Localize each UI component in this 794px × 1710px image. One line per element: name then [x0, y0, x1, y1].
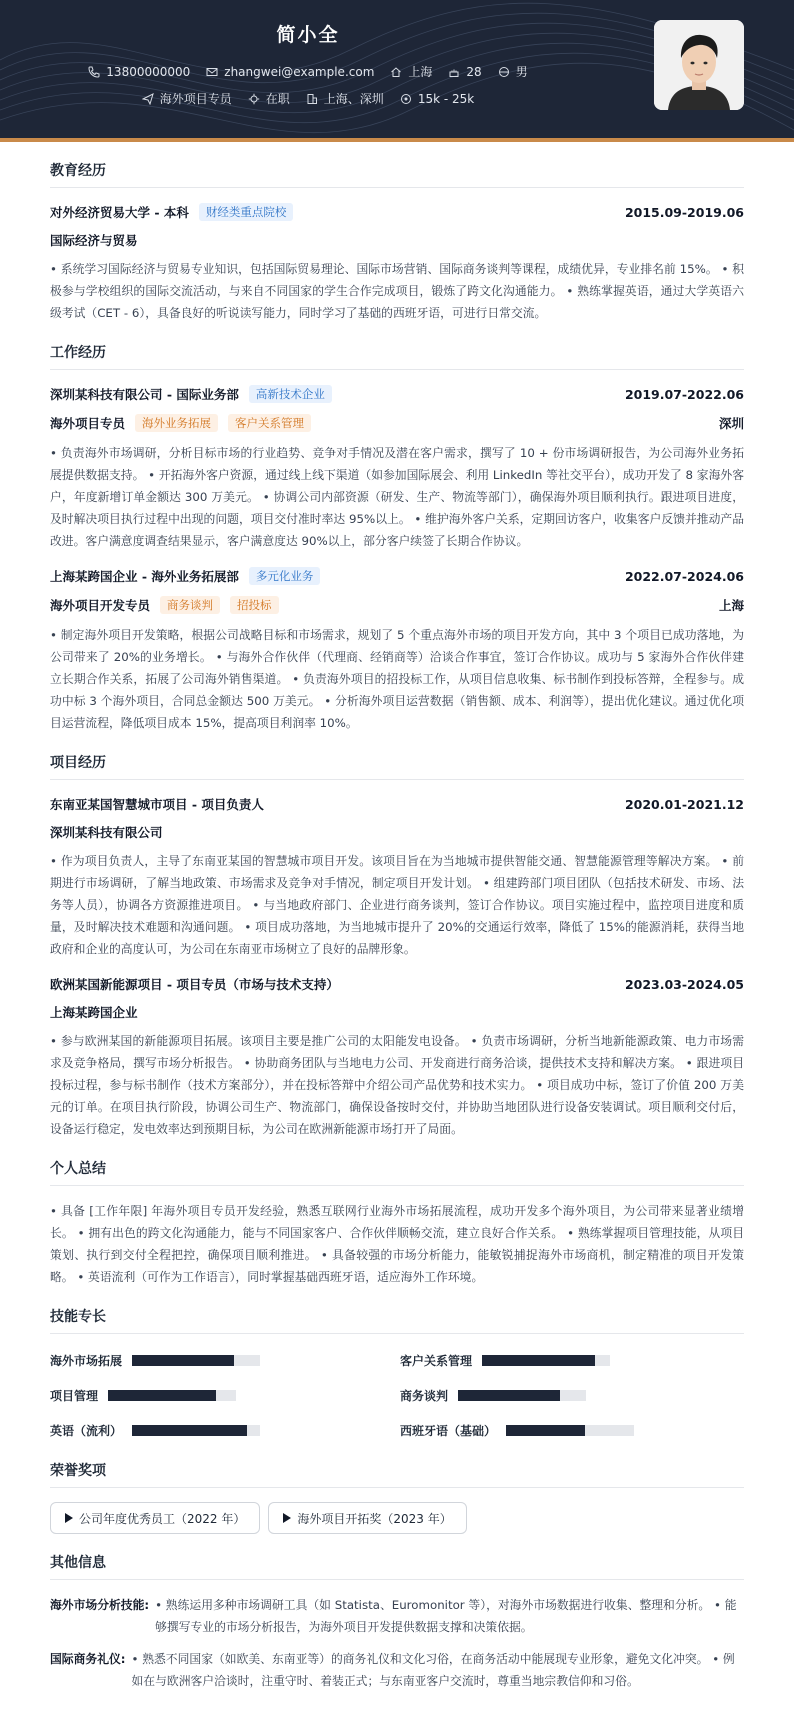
skill-bar-fill	[458, 1390, 560, 1401]
work-company: 上海某跨国企业 - 海外业务拓展部	[50, 569, 239, 584]
skill-bar-fill	[132, 1355, 234, 1366]
work-company-tag: 高新技术企业	[249, 385, 332, 403]
other-section	[50, 1552, 744, 1692]
skill-bar	[108, 1390, 236, 1401]
building-icon	[306, 93, 318, 105]
skills-title: 技能专长	[50, 1306, 744, 1334]
work-desc: • 制定海外项目开发策略，根据公司战略目标和市场需求，规划了 5 个重点海外市场的项目开发方向，其中 3 个项目已成功落地，为公司带来了 20%的业务增长。 • 与海外合作伙伴（代理商、经销商等）洽谈合作事宜，签订合作协议。成功与 5 家海外合作伙伴建立长期合作关系，拓展了公司海外销售渠道。 • 负责海外项目的招投标工作，从项目信息收集、标书制作到投标答辩，全程参与。成功中标 3 个海外项目，合同总金额达 500 万美元。 • 分析海外项目运营数据（销售额、成本、利润等），提出优化建议。通过优化项目运营流程，降低项目成本 15%，提高项目利润率 10%。	[50, 628, 744, 730]
other-label: 海外市场分析技能:	[50, 1598, 150, 1612]
awards-title: 荣誉奖项	[50, 1460, 744, 1488]
skill-bar-fill	[108, 1390, 216, 1401]
skill-bar	[458, 1390, 586, 1401]
work-role-tag: 招投标	[230, 596, 279, 614]
work-role-tag: 商务谈判	[160, 596, 220, 614]
skill-item	[400, 1383, 744, 1407]
skill-name: 英语（流利）	[50, 1423, 123, 1438]
work-role: 海外项目开发专员	[50, 598, 151, 613]
skill-item	[50, 1348, 400, 1372]
skill-bar	[482, 1355, 610, 1366]
skills-section	[50, 1306, 744, 1442]
skill-bar-fill	[132, 1425, 247, 1436]
skill-bar	[132, 1425, 260, 1436]
work-company-row	[50, 384, 744, 404]
resume-content	[50, 160, 744, 1710]
job-intent-row	[0, 90, 616, 107]
skill-bar	[506, 1425, 634, 1436]
education-desc: • 系统学习国际经济与贸易专业知识，包括国际贸易理论、国际市场营销、国际商务谈判等课程，成绩优异，专业排名前 15%。 • 积极参与学校组织的国际交流活动，与来自不同国家的学生合作完成项目，锻炼了跨文化沟通能力。 • 熟练掌握英语，通过大学英语六级考试（CET - 6），具备良好的听说读写能力，同时学习了基础的西班牙语，可进行日常交流。	[50, 262, 744, 320]
work-desc: • 负责海外市场调研，分析目标市场的行业趋势、竞争对手情况及潜在客户需求，撰写了 10 + 份市场调研报告，为公司海外业务拓展提供数据支持。 • 开拓海外客户资源，通过线上线下渠道（如参加国际展会、利用 LinkedIn 等社交平台），成功开发了 8 家海外客户，年度新增订单金额达 300 万美元。 • 协调公司内部资源（研发、生产、物流等部门），确保海外项目顺利执行。跟进项目进度，及时解决项目执行过程中出现的问题，项目交付准时率达 95%以上。 • 维护海外客户关系，定期回访客户，收集客户反馈并推动产品改进。客户满意度调查结果显示，客户满意度达 90%以上，部分客户续签了长期合作协议。	[50, 446, 744, 548]
email-text: zhangwei@example.com	[224, 64, 375, 79]
work-company-row	[50, 566, 744, 586]
mail-icon	[206, 66, 218, 78]
home-icon	[390, 66, 402, 78]
skill-name: 西班牙语（基础）	[400, 1423, 497, 1438]
project-name: 欧洲某国新能源项目 - 项目专员（市场与技术支持）	[50, 977, 339, 992]
work-company: 深圳某科技有限公司 - 国际业务部	[50, 387, 239, 402]
position-text: 海外项目专员	[159, 92, 232, 106]
work-date: 2022.07-2024.06	[624, 568, 744, 584]
skill-item	[50, 1383, 400, 1407]
project-header	[50, 794, 744, 814]
work-role-row	[50, 595, 744, 615]
skill-item	[400, 1348, 744, 1372]
phone-text: 13800000000	[106, 64, 191, 79]
other-item	[50, 1648, 744, 1692]
work-city: 深圳	[718, 416, 744, 431]
other-text: • 熟练运用多种市场调研工具（如 Statista、Euromonitor 等），对海外市场数据进行收集、整理和分析。 • 能够撰写专业的市场分析报告，为海外项目开发提供数据支撑和决策依据。	[155, 1598, 737, 1634]
work-role: 海外项目专员	[50, 416, 126, 431]
work-company-tag: 多元化业务	[249, 567, 321, 585]
projects-title: 项目经历	[50, 752, 744, 780]
status-item	[248, 90, 290, 107]
summary-desc: • 具备 [工作年限] 年海外项目专员开发经验，熟悉互联网行业海外市场拓展流程，成功开发多个海外项目，为公司带来显著业绩增长。 • 拥有出色的跨文化沟通能力，能与不同国家客户、合作伙伴顺畅交流，建立良好合作关系。 • 熟练掌握项目管理技能，从项目策划、执行到交付全程把控，确保项目顺利推进。 • 具备较强的市场分析能力，能敏锐捕捉海外市场商机，制定精准的项目开发策略。 • 英语流利（可作为工作语言），同时掌握基础西班牙语，适应海外工作环境。	[50, 1204, 744, 1284]
work-role-tag: 客户关系管理	[228, 414, 311, 432]
work-item	[50, 384, 744, 552]
position-item	[142, 90, 232, 107]
play-icon	[65, 1513, 73, 1523]
project-item	[50, 794, 744, 960]
other-text: • 熟悉不同国家（如欧美、东南亚等）的商务礼仪和文化习俗，在商务活动中能展现专业形象，避免文化冲突。 • 例如在与欧洲客户洽谈时，注重守时、着装正式；与东南亚客户交流时，尊重当地宗教信仰和习俗。	[131, 1652, 735, 1688]
phone-item	[88, 63, 190, 80]
other-item	[50, 1594, 744, 1638]
age-text: 28	[466, 64, 482, 79]
status-icon	[248, 93, 260, 105]
education-section	[50, 160, 744, 324]
skill-name: 客户关系管理	[400, 1353, 473, 1368]
resume-header	[0, 0, 794, 142]
salary-item	[400, 90, 474, 107]
work-date: 2019.07-2022.06	[624, 386, 744, 402]
work-city: 上海	[718, 598, 744, 613]
award-text: 海外项目开拓奖（2023 年）	[297, 1511, 452, 1526]
candidate-name: 简小全	[276, 24, 340, 46]
cake-icon	[448, 66, 460, 78]
skill-bar-fill	[482, 1355, 595, 1366]
education-header	[50, 202, 744, 222]
major-name: 国际经济与贸易	[50, 233, 138, 248]
work-section	[50, 342, 744, 734]
project-date: 2020.01-2021.12	[624, 796, 744, 812]
skill-item	[50, 1418, 400, 1442]
work-title: 工作经历	[50, 342, 744, 370]
other-label: 国际商务礼仪:	[50, 1652, 126, 1666]
summary-section	[50, 1158, 744, 1288]
locations-item	[306, 90, 384, 107]
work-role-row	[50, 413, 744, 433]
school-tag: 财经类重点院校	[199, 203, 294, 221]
phone-icon	[88, 66, 100, 78]
city-item	[390, 63, 432, 80]
skill-name: 项目管理	[50, 1388, 99, 1403]
work-role-tag: 海外业务拓展	[135, 414, 218, 432]
project-name: 东南亚某国智慧城市项目 - 项目负责人	[50, 797, 264, 812]
skills-grid	[50, 1348, 744, 1442]
profile-photo	[654, 20, 744, 110]
school-name: 对外经济贸易大学 - 本科	[50, 205, 189, 220]
gender-item	[498, 63, 528, 80]
awards-section	[50, 1460, 744, 1534]
salary-text: 15k - 25k	[417, 91, 475, 106]
play-icon	[283, 1513, 291, 1523]
award-item	[50, 1502, 260, 1534]
contact-row	[0, 63, 616, 80]
education-date: 2015.09-2019.06	[624, 204, 744, 220]
project-company: 上海某跨国企业	[50, 1005, 138, 1020]
send-icon	[142, 93, 154, 105]
status-text: 在职	[265, 92, 290, 106]
other-title: 其他信息	[50, 1552, 744, 1580]
project-header	[50, 974, 744, 994]
age-item	[448, 63, 481, 80]
skill-bar-fill	[506, 1425, 585, 1436]
user-icon	[498, 66, 510, 78]
skill-name: 商务谈判	[400, 1388, 449, 1403]
coin-icon	[400, 93, 412, 105]
projects-section	[50, 752, 744, 1140]
avatar	[654, 20, 744, 110]
work-item	[50, 566, 744, 734]
city-text: 上海	[408, 65, 433, 79]
award-text: 公司年度优秀员工（2022 年）	[79, 1511, 246, 1526]
skill-item	[400, 1418, 744, 1442]
project-desc: • 作为项目负责人，主导了东南亚某国的智慧城市项目开发。该项目旨在为当地城市提供智能交通、智慧能源管理等解决方案。 • 前期进行市场调研，了解当地政策、市场需求及竞争对手情况，制定项目开发计划。 • 组建跨部门项目团队（包括技术研发、市场、法务等人员），协调各方资源推进项目。 • 与当地政府部门、企业进行商务谈判，签订合作协议。项目实施过程中，监控项目进度和质量，及时解决技术难题和沟通问题。 • 项目成功落地，为当地城市提升了 20%的交通运行效率，降低了 15%的能源消耗，获得当地政府和企业的高度认可，为公司在东南亚市场树立了良好的品牌形象。	[50, 854, 744, 956]
education-title: 教育经历	[50, 160, 744, 188]
summary-title: 个人总结	[50, 1158, 744, 1186]
skill-name: 海外市场拓展	[50, 1353, 123, 1368]
gender-text: 男	[515, 65, 528, 79]
skill-bar	[132, 1355, 260, 1366]
project-desc: • 参与欧洲某国的新能源项目拓展。该项目主要是推广公司的太阳能发电设备。 • 负责市场调研，分析当地新能源政策、电力市场需求及竞争格局，撰写市场分析报告。 • 协助商务团队与当地电力公司、开发商进行商务洽谈，提供技术支持和解决方案。 • 跟进项目投标过程，参与标书制作（技术方案部分），并在投标答辩中介绍公司产品优势和技术实力。 • 项目成功中标，签订了价值 200 万美元的订单。在项目执行阶段，协调公司生产、物流部门，确保设备按时交付，并协助当地团队进行设备安装调试。项目顺利交付后，设备运行稳定，发电效率达到预期目标，为公司在欧洲新能源市场打开了局面。	[50, 1034, 744, 1136]
award-item	[268, 1502, 466, 1534]
project-item	[50, 974, 744, 1140]
project-company: 深圳某科技有限公司	[50, 825, 163, 840]
project-date: 2023.03-2024.05	[624, 976, 744, 992]
awards-list	[50, 1502, 744, 1534]
email-item	[206, 63, 374, 80]
locations-text: 上海、深圳	[323, 92, 384, 106]
